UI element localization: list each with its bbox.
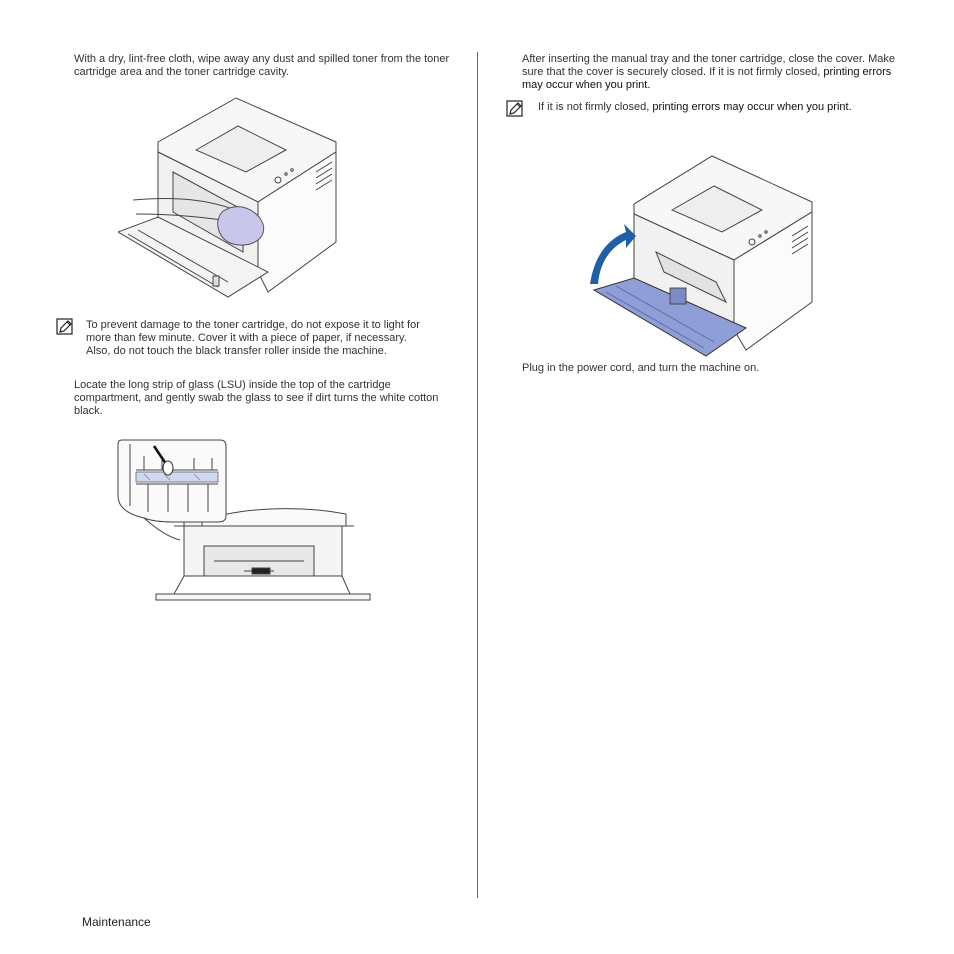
step-close-cover-text [522,53,907,92]
note-pencil-icon [506,100,524,118]
step-close-cover-text-a: After inserting the manual tray and the toner cartridge, close the cover. Make sure that the cover is securely closed. If it is not firmly closed, [522,53,895,78]
note-text-firmly-closed-b: printing errors may occur when you print. [652,101,852,113]
column-divider [477,52,478,898]
step-cloth-text: With a dry, lint-free cloth, wipe away any dust and spilled toner from the toner cartridge area and the toner cartridge cavity. [74,53,450,78]
note-pencil-icon [56,318,74,336]
step-close-cover-text-b: printing errors may occur when you print. [522,66,892,91]
note-text-light: To prevent damage to the toner cartridge, do not expose it to light for more than few minute. Cover it with a piece of paper, if necessary. Also, do not touch the black transfer roller inside the machine. [86,319,420,357]
note-text-firmly-closed-a: If it is not firmly closed, [538,101,650,113]
glass-swab-illustration [114,436,374,604]
step-glass-text: Locate the long strip of glass (LSU) inside the top of the cartridge compartment, and gently swab the glass to see if dirt turns the white cotton black. [74,379,439,417]
step-power-text: Plug in the power cord, and turn the machine on. [522,362,760,374]
printer-close-cover-illustration [586,152,822,358]
note-text-firmly-closed [538,101,908,114]
printer-wipe-illustration [118,92,343,302]
footer-section-label: Maintenance [82,915,151,929]
